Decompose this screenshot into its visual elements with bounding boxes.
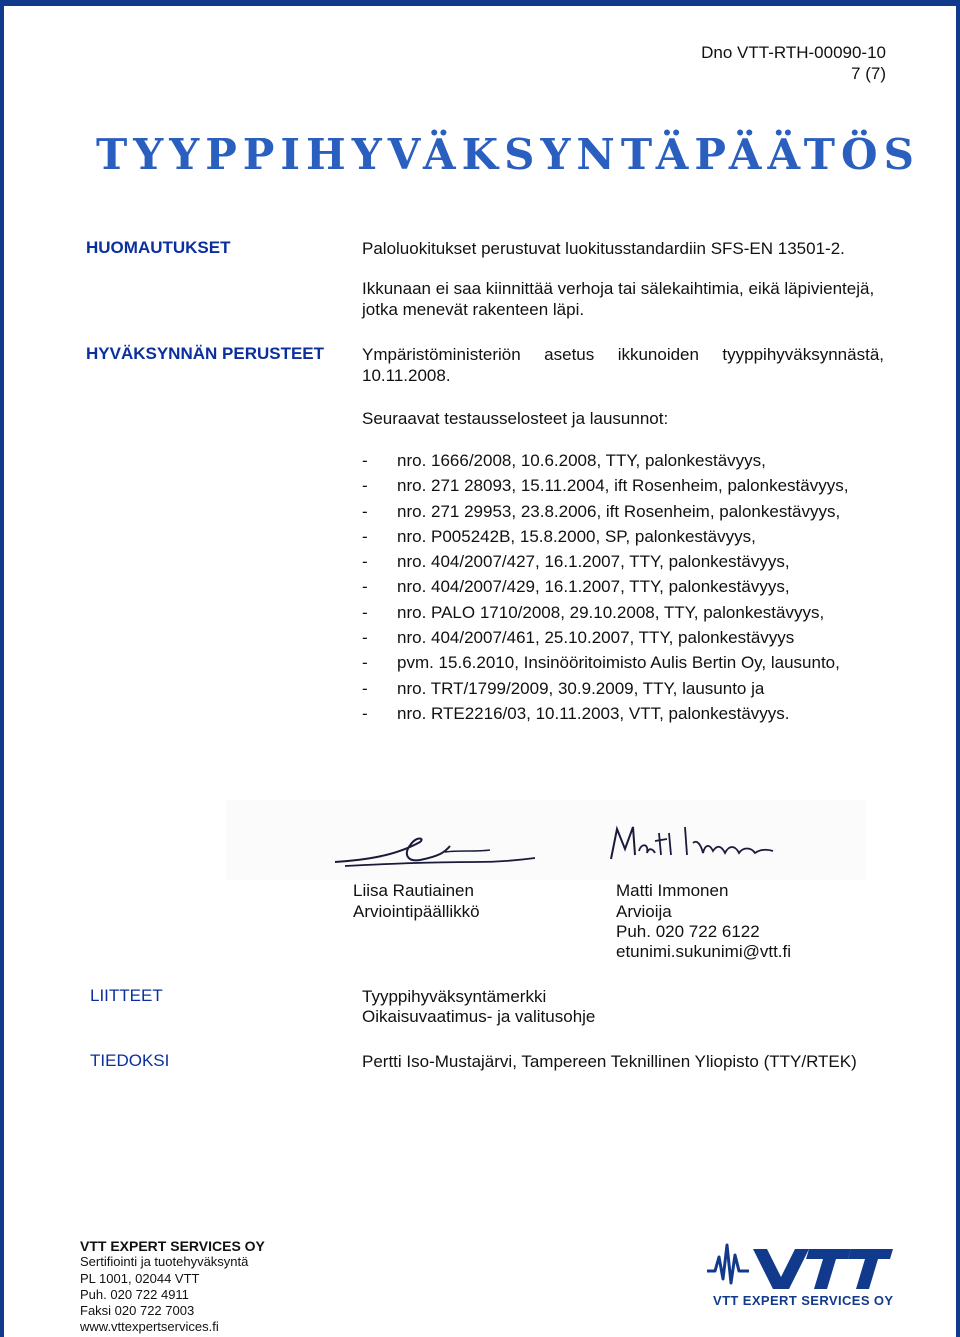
document-number: Dno VTT-RTH-00090-10 [701,43,886,62]
page-frame-top [0,0,960,6]
list-dash: - [362,451,368,470]
basis-line-1b: 10.11.2008. [362,366,451,385]
vtt-logo-text: VTT EXPERT SERVICES OY [713,1293,894,1308]
info-label: TIEDOKSI [90,1051,170,1070]
banner-title: TYYPPIHYVÄKSYNTÄPÄÄTÖS [96,130,920,179]
footer-dept: Sertifiointi ja tuotehyväksyntä [80,1254,249,1270]
footer-org-name: VTT EXPERT SERVICES OY [80,1238,265,1254]
notes-line-2a: Ikkunaan ei saa kiinnittää verhoja tai sälekaihtimia, eikä läpivientejä, [362,279,875,298]
signer-right-title: Arvioija [616,902,672,921]
footer-web: www.vttexpertservices.fi [80,1319,219,1335]
list-dash: - [362,678,368,698]
info-text: Pertti Iso-Mustajärvi, Tampereen Teknillinen Yliopisto (TTY/RTEK) [362,1052,857,1071]
reference-item: - nro. RTE2216/03, 10.11.2003, VTT, palonkestävyys. [362,703,790,723]
reference-item: - nro. PALO 1710/2008, 29.10.2008, TTY, palonkestävyys, [362,602,825,622]
footer-fax: Faksi 020 722 7003 [80,1303,195,1319]
signature-immonen [605,815,785,875]
reference-item: - nro. 404/2007/427, 16.1.2007, TTY, palonkestävyys, [362,552,790,572]
list-dash: - [362,476,368,496]
list-dash: - [362,653,368,673]
notes-line-1: Paloluokitukset perustuvat luokitusstandardiin SFS-EN 13501-2. [362,239,845,258]
reference-item: - nro. 404/2007/429, 16.1.2007, TTY, palonkestävyys, [362,577,790,597]
document-header [701,42,886,84]
notes-line-2b: jotka menevät rakenteen läpi. [362,300,585,319]
attachment-item: Tyyppihyväksyntämerkki [362,987,547,1006]
list-dash: - [362,628,368,648]
footer-address: PL 1001, 02044 VTT [80,1270,200,1286]
reference-item: - nro. 404/2007/461, 25.10.2007, TTY, palonkestävyys [362,628,795,648]
attachment-item: Oikaisuvaatimus- ja valitusohje [362,1007,596,1026]
basis-intro: Seuraavat testausselosteet ja lausunnot: [362,409,669,428]
reference-item: - nro. P005242B, 15.8.2000, SP, palonkestävyys, [362,526,756,546]
notes-label: HUOMAUTUKSET [86,238,231,257]
signer-right-name: Matti Immonen [616,881,729,900]
reference-item: - nro. 1666/2008, 10.6.2008, TTY, palonkestävyys, [362,451,766,470]
list-dash: - [362,501,368,521]
reference-item: - nro. 271 29953, 23.8.2006, ift Rosenheim, palonkestävyys, [362,501,841,521]
footer-contact [80,1238,265,1336]
signer-left-title: Arviointipäällikkö [353,902,480,921]
signer-right-email: etunimi.sukunimi@vtt.fi [616,942,792,961]
reference-list [362,450,882,728]
signature-rautiainen [325,822,545,882]
page-frame-left [0,0,4,1337]
vtt-logo-mark [705,1235,895,1291]
list-dash: - [362,602,368,622]
basis-label: HYVÄKSYNNÄN PERUSTEET [86,344,325,363]
list-dash: - [362,703,368,723]
list-dash: - [362,552,368,572]
basis-line-1a: Ympäristöministeriön asetus ikkunoiden tyyppihyväksynnästä, [362,345,884,364]
reference-item: - pvm. 15.6.2010, Insinööritoimisto Aulis Bertin Oy, lausunto, [362,653,840,673]
page-number: 7 (7) [851,64,886,83]
footer-phone: Puh. 020 722 4911 [80,1286,189,1302]
list-dash: - [362,577,368,597]
vtt-logo [705,1235,895,1315]
page-frame-right [956,0,960,1337]
signer-left-name: Liisa Rautiainen [353,881,474,900]
signer-right-phone: Puh. 020 722 6122 [616,922,760,941]
list-dash: - [362,526,368,546]
reference-item: - nro. TRT/1799/2009, 30.9.2009, TTY, lausunto ja [362,678,765,698]
attachments-label: LIITTEET [90,986,163,1005]
reference-item: - nro. 271 28093, 15.11.2004, ift Rosenheim, palonkestävyys, [362,476,849,496]
